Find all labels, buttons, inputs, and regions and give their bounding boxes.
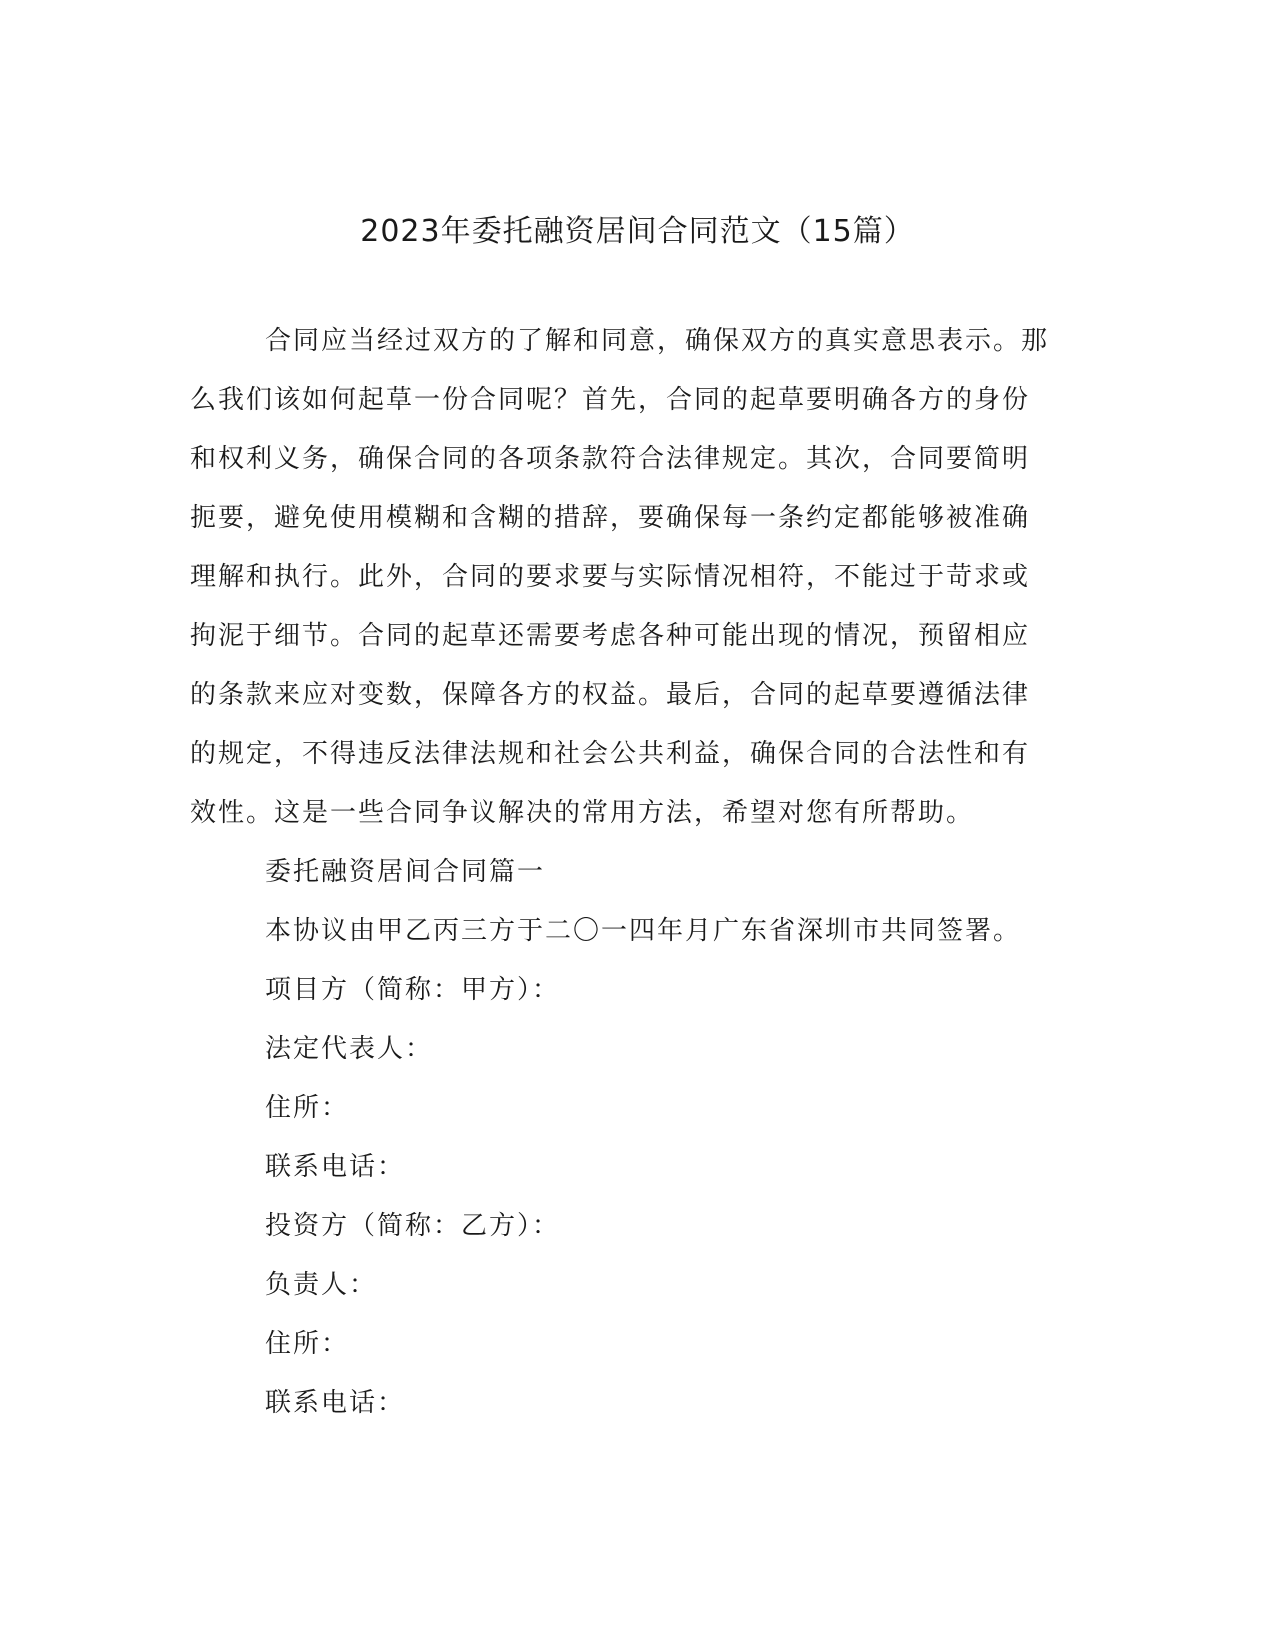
party-b-phone: 联系电话： (265, 1388, 406, 1418)
document-title: 2023年委托融资居间合同范文（15篇） (360, 214, 915, 249)
intro-line-4: 扼要，避免使用模糊和含糊的措辞，要确保每一条约定都能够被准确 (190, 503, 1031, 533)
party-a-label: 项目方（简称：甲方）： (265, 975, 561, 1005)
intro-line-7: 的条款来应对变数，保障各方的权益。最后，合同的起草要遵循法律 (190, 680, 1031, 710)
intro-line-3: 和权利义务，确保合同的各项条款符合法律规定。其次，合同要简明 (190, 444, 1031, 474)
party-a-representative: 法定代表人： (265, 1034, 434, 1064)
party-b-label: 投资方（简称：乙方）： (265, 1211, 561, 1241)
agreement-line: 本协议由甲乙丙三方于二〇一四年月广东省深圳市共同签署。 (265, 916, 1022, 946)
party-b-representative: 负责人： (265, 1270, 378, 1300)
intro-line-8: 的规定，不得违反法律法规和社会公共利益，确保合同的合法性和有 (190, 739, 1031, 769)
intro-line-5: 理解和执行。此外，合同的要求要与实际情况相符，不能过于苛求或 (190, 562, 1031, 592)
party-a-address: 住所： (265, 1093, 350, 1123)
intro-line-6: 拘泥于细节。合同的起草还需要考虑各种可能出现的情况，预留相应 (190, 621, 1031, 651)
party-a-phone: 联系电话： (265, 1152, 406, 1182)
party-b-address: 住所： (265, 1329, 350, 1359)
intro-line-2: 么我们该如何起草一份合同呢？首先，合同的起草要明确各方的身份 (190, 385, 1031, 415)
section-heading: 委托融资居间合同篇一 (265, 857, 546, 887)
intro-line-9: 效性。这是一些合同争议解决的常用方法，希望对您有所帮助。 (190, 798, 975, 828)
intro-line-1: 合同应当经过双方的了解和同意，确保双方的真实意思表示。那 (265, 326, 1050, 356)
